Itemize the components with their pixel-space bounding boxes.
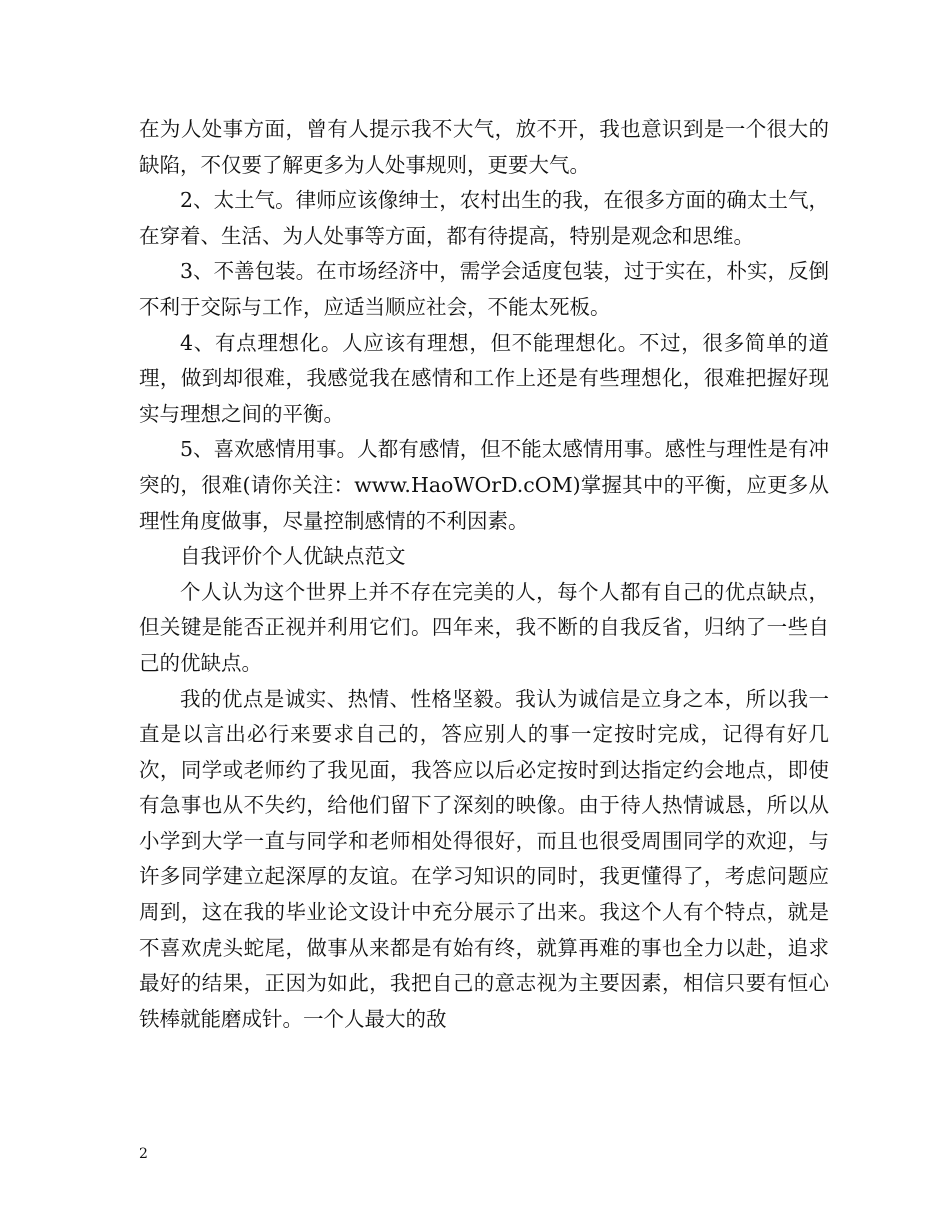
- paragraph-3: 3、不善包装。在市场经济中，需学会适度包装，过于实在，朴实，反倒不利于交际与工作，应适当顺应社会，不能太死板。: [139, 259, 829, 319]
- section-heading: 自我评价个人优缺点范文: [180, 544, 406, 569]
- paragraph-8: 我的优点是诚实、热情、性格坚毅。我认为诚信是立身之本，所以我一直是以言出必行来要求自己的，答应别人的事一定按时完成，记得有好几次，同学或老师约了我见面，我答应以后必定按时到达指定约会地点，即使有急事也从不失约，给他们留下了深刻的映像。由于待人热情诚恳，所以从小学到大学一直与同学和老师相处得很好，而且也很受周围同学的欢迎，与许多同学建立起深厚的友谊。在学习知识的同时，我更懂得了，考虑问题应周到，这在我的毕业论文设计中充分展示了出来。我这个人有个特点，就是不喜欢虎头蛇尾，做事从来都是有始有终，就算再难的事也全力以赴，追求最好的结果，正因为如此，我把自己的意志视为主要因素，相信只要有恒心铁棒就能磨成针。一个人最大的敌: [139, 686, 829, 1031]
- paragraph-4: 4、有点理想化。人应该有理想，但不能理想化。不过，很多简单的道理，做到却很难，我感觉我在感情和工作上还是有些理想化，很难把握好现实与理想之间的平衡。: [139, 330, 829, 426]
- document-body: [139, 112, 829, 1037]
- paragraph-2: 2、太土气。律师应该像绅士，农村出生的我，在很多方面的确太土气，在穿着、生活、为人处事等方面，都有待提高，特别是观念和思维。: [139, 188, 829, 248]
- paragraph-1: 在为人处事方面，曾有人提示我不大气，放不开，我也意识到是一个很大的缺陷，不仅要了解更多为人处事规则，更要大气。: [139, 117, 829, 177]
- page-number: 2: [139, 1146, 148, 1162]
- paragraph-7: 个人认为这个世界上并不存在完美的人，每个人都有自己的优点缺点，但关键是能否正视并利用它们。四年来，我不断的自我反省，归纳了一些自己的优缺点。: [139, 579, 829, 675]
- paragraph-5: 5、喜欢感情用事。人都有感情，但不能太感情用事。感性与理性是有冲突的，很难(请你关注：www.HaoWOrD.cOM)掌握其中的平衡，应更多从理性角度做事，尽量控制感情的不利因素。: [139, 437, 829, 533]
